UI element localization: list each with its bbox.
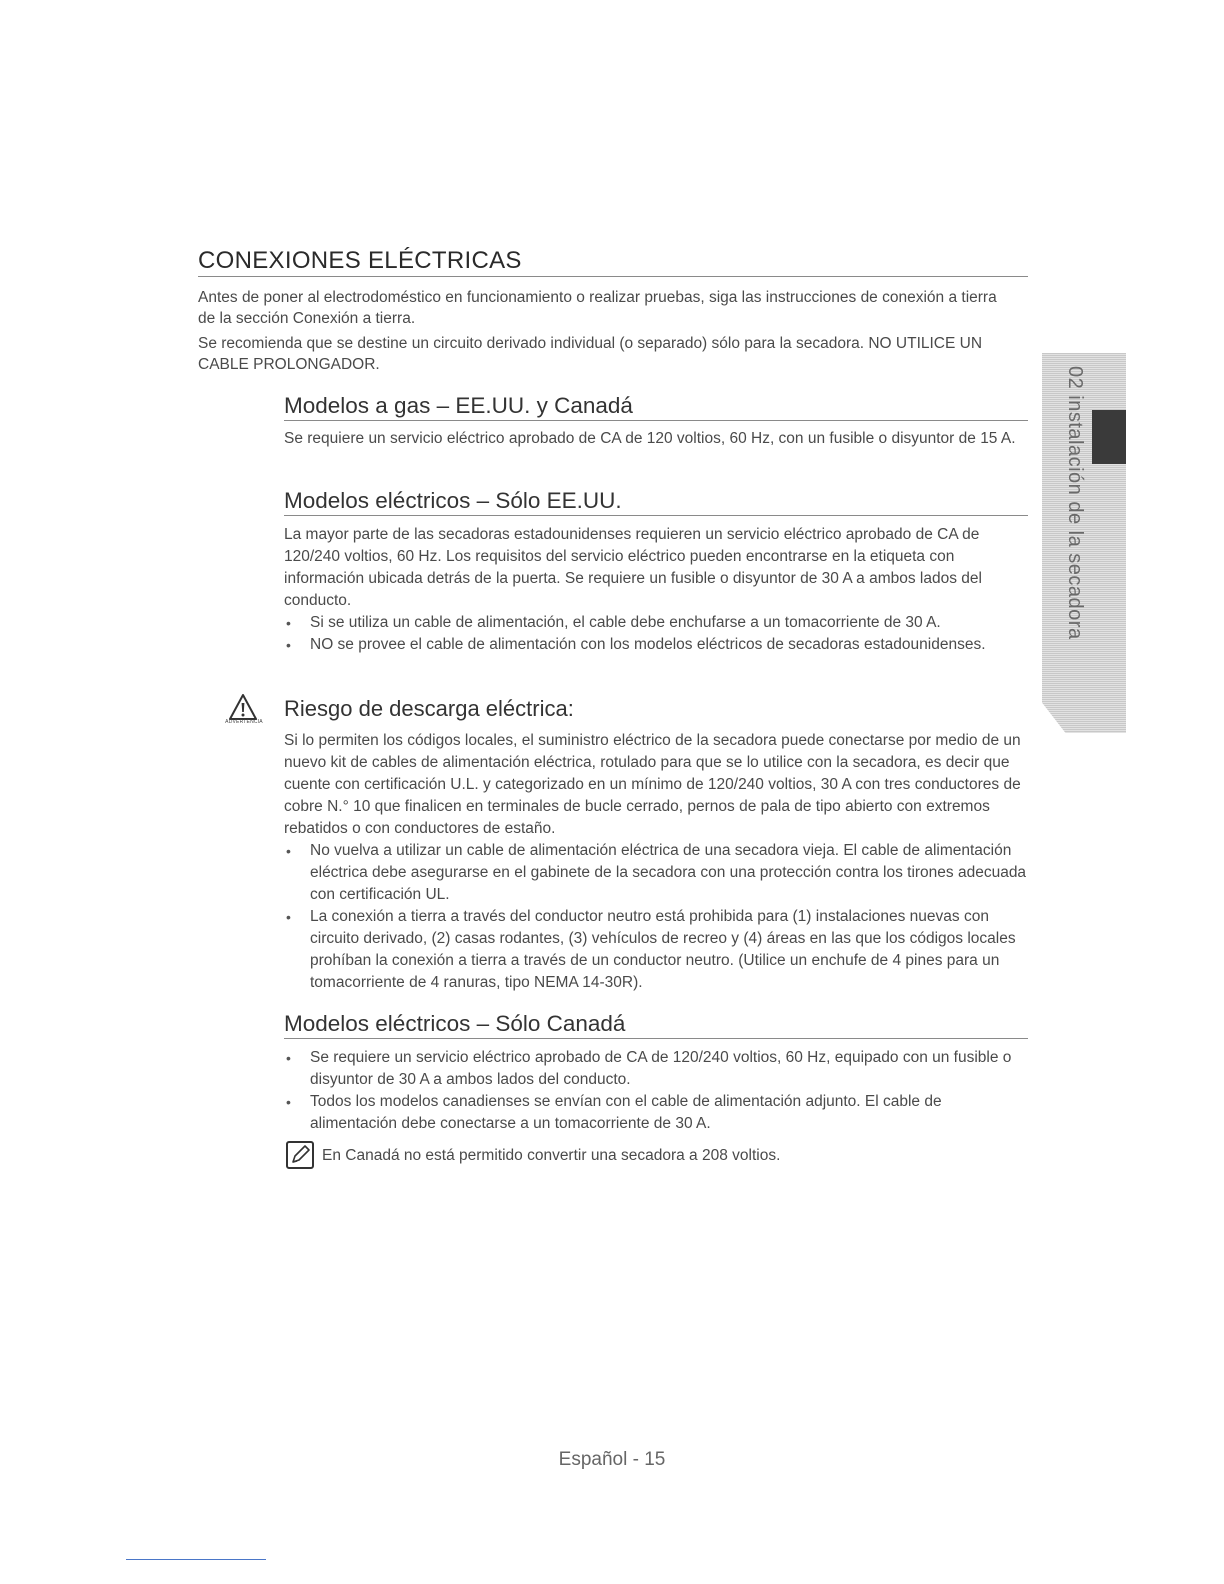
warning-bullet-list (284, 840, 1029, 994)
chapter-tab-label: 02 instalación de la secadora (1064, 366, 1086, 640)
warning-label: ADVERTENCIA (225, 719, 263, 725)
footer-rule (126, 1559, 266, 1560)
list-item: • NO se provee el cable de alimentación con los modelos eléctricos de secadoras estadounidenses. (284, 634, 1029, 656)
gas-models-paragraph: Se requiere un servicio eléctrico aprobado de CA de 120 voltios, 60 Hz, con un fusible o disyuntor de 15 A. (284, 430, 1016, 447)
usa-models-text (284, 524, 1029, 656)
warning-text (284, 730, 1029, 994)
list-item: • Todos los modelos canadienses se envían con el cable de alimentación adjunto. El cable de alimentación debe conectarse a un tomacorriente de 30 A. (284, 1091, 1029, 1135)
gas-models-text (284, 428, 1029, 450)
intro-paragraph-2: Se recomienda que se destine un circuito derivado individual (o separado) sólo para la secadora. NO UTILICE UN CABLE PROLONGADOR. (198, 335, 983, 373)
canada-models-heading: Modelos eléctricos – Sólo Canadá (284, 1010, 1028, 1039)
list-item: • Se requiere un servicio eléctrico aprobado de CA de 120/240 voltios, 60 Hz, equipado con un fusible o disyuntor de 30 A a ambos lados del conducto. (284, 1047, 1029, 1091)
intro-paragraph-1: Antes de poner al electrodoméstico en funcionamiento o realizar pruebas, siga las instrucciones de conexión a tierra de la sección Conexión a tierra. (198, 289, 997, 327)
usa-models-paragraph: La mayor parte de las secadoras estadounidenses requieren un servicio eléctrico aprobado de CA de 120/240 voltios, 60 Hz. Los requisitos del servicio eléctrico pueden encontrarse en la etiqueta con información ubicada detrás de la puerta. Se requiere un fusible o disyuntor de 30 A a ambos lados del conducto. (284, 526, 982, 609)
gas-models-heading: Modelos a gas – EE.UU. y Canadá (284, 392, 1028, 421)
note-pencil-icon (285, 1140, 315, 1170)
canada-bullet-list (284, 1047, 1029, 1135)
page-title: CONEXIONES ELÉCTRICAS (198, 247, 1028, 277)
usa-models-heading: Modelos eléctricos – Sólo EE.UU. (284, 487, 1028, 516)
canada-note: En Canadá no está permitido convertir una secadora a 208 voltios. (322, 1147, 781, 1164)
list-item: • Si se utiliza un cable de alimentación, el cable debe enchufarse a un tomacorriente de 30 A. (284, 612, 1029, 634)
usa-bullet-list (284, 612, 1029, 656)
chapter-marker (1092, 410, 1126, 464)
list-item: • La conexión a tierra a través del conductor neutro está prohibida para (1) instalaciones nuevas con circuito derivado, (2) casas rodantes, (3) vehículos de recreo y (4) áreas en las que los códigos locales prohíban la conexión a tierra a través de un conductor neutro. (Utilice un enchufe de 4 pines para un tomacorriente de 4 ranuras, tipo NEMA 14-30R). (284, 906, 1029, 994)
canada-models-text (284, 1047, 1029, 1135)
intro-section (198, 287, 998, 379)
list-item: • No vuelva a utilizar un cable de alimentación eléctrica de una secadora vieja. El cable de alimentación eléctrica debe asegurarse en el gabinete de la secadora con una protección contra los tirones adecuada con certificación UL. (284, 840, 1029, 906)
page-number: Español - 15 (558, 1449, 666, 1470)
warning-paragraph: Si lo permiten los códigos locales, el suministro eléctrico de la secadora puede conectarse por medio de un nuevo kit de cables de alimentación eléctrica, rotulado para que se lo utilice con la secadora, es decir que cuente con certificación U.L. y categorizado en un mínimo de 120/240 voltios, 30 A con tres conductores de cobre N.° 10 que finalicen en terminales de bucle cerrado, pernos de pala de tipo abierto con extremos rebatidos o con conductores de estaño. (284, 732, 1021, 837)
warning-heading: Riesgo de descarga eléctrica: (284, 696, 574, 721)
